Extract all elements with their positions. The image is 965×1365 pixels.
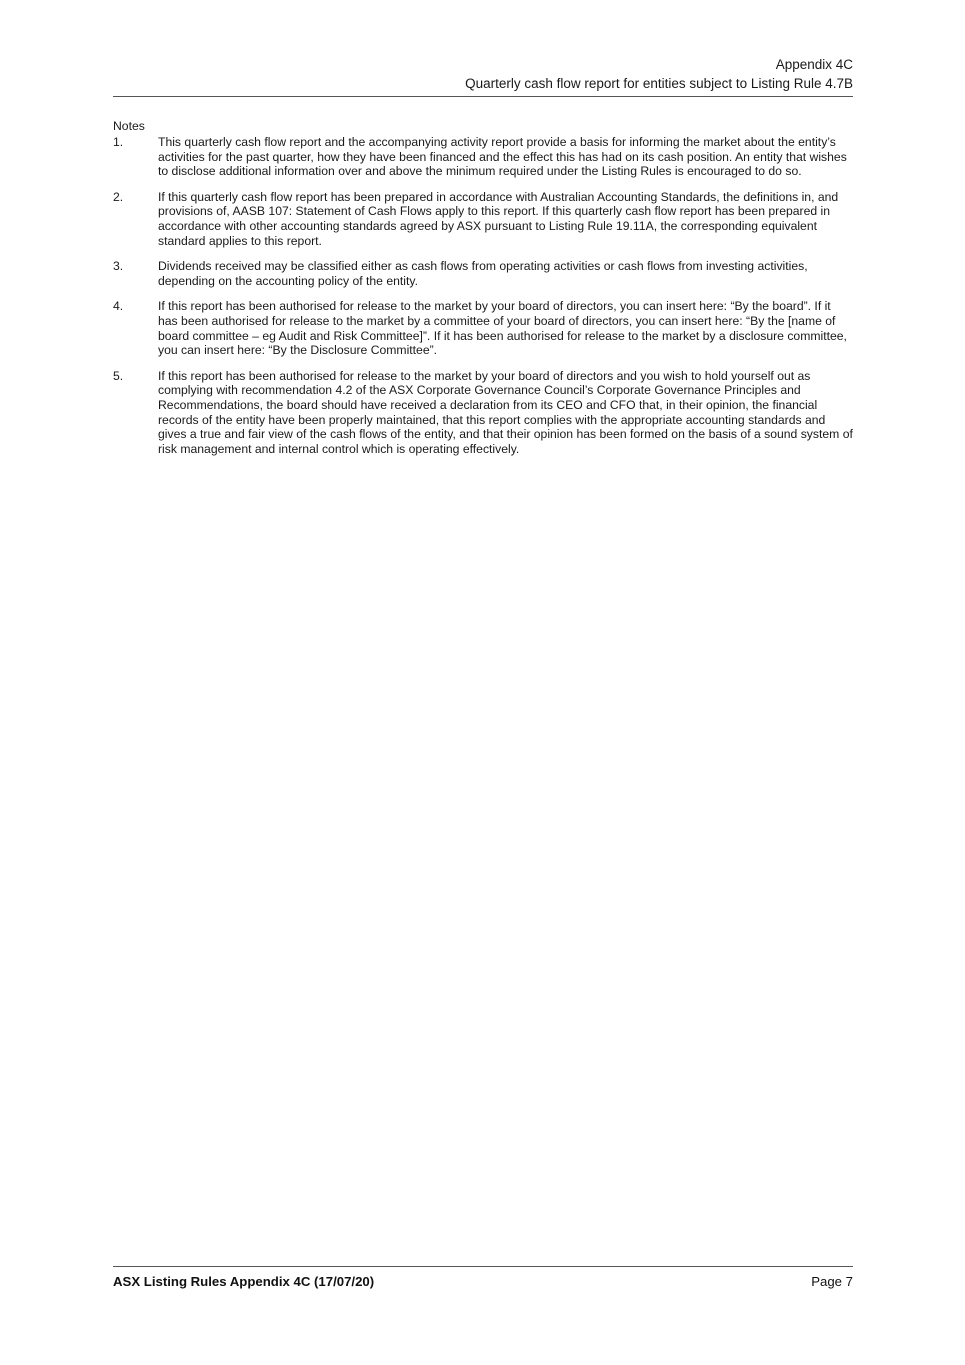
note-number: 1. xyxy=(113,135,124,149)
note-body: If this report has been authorised for release to the market by your board of directors and you wish to hold yourself out as complying with recommendation 4.2 of the ASX Corporate Governance Council’s Corporate Governance Principles and Recommendations, the board should have received a declaration from its CEO and CFO that, in their opinion, the financial records of the entity have been properly maintained, that this report complies with the appropriate accounting standards and gives a true and fair view of the cash flows of the entity, and that their opinion has been formed on the basis of a sound system of risk management and internal control which is operating effectively. xyxy=(158,368,853,456)
note-body: If this quarterly cash flow report has been prepared in accordance with Australian Accounting Standards, the definitions in, and provisions of, AASB 107: Statement of Cash Flows apply to this report. If this quarterly cash flow report has been prepared in accordance with other accounting standards agreed by ASX pursuant to Listing Rule 19.11A, the corresponding equivalent standard applies to this report. xyxy=(158,189,839,248)
header-appendix-title: Appendix 4C xyxy=(775,57,853,72)
note-item xyxy=(113,369,853,457)
note-number: 2. xyxy=(113,189,124,204)
note-item xyxy=(113,135,853,179)
footer-document-reference: ASX Listing Rules Appendix 4C (17/07/20) xyxy=(113,1274,375,1289)
notes-section xyxy=(113,119,853,456)
page-footer xyxy=(113,1273,853,1291)
note-item xyxy=(113,190,853,248)
note-number: 5. xyxy=(113,368,124,383)
header-report-subtitle: Quarterly cash flow report for entities subject to Listing Rule 4.7B xyxy=(465,76,853,91)
note-body: Dividends received may be classified either as cash flows from operating activities or cash flows from investing activities, depending on the accounting policy of the entity. xyxy=(158,259,808,288)
note-body: If this report has been authorised for release to the market by your board of directors, you can insert here: “By the board”. If it has been authorised for release to the market by a committee of your board of directors, you can insert here: “By the [name of board committee – eg Audit and Risk Committee]”. If it has been authorised for release to the market by a disclosure committee, you can insert here: “By the Disclosure Committee”. xyxy=(158,299,847,358)
note-number: 4. xyxy=(113,299,124,314)
notes-heading: Notes xyxy=(113,119,145,133)
note-body: This quarterly cash flow report and the accompanying activity report provide a basis for informing the market about the entity’s activities for the past quarter, how they have been financed and the effect this has had on its cash position. An entity that wishes to disclose additional information over and above the minimum required under the Listing Rules is encouraged to do so. xyxy=(158,135,847,179)
header-divider xyxy=(113,96,853,97)
footer-page-number: Page 7 xyxy=(811,1274,853,1289)
note-item xyxy=(113,259,853,288)
note-item xyxy=(113,299,853,357)
note-number: 3. xyxy=(113,259,124,274)
footer-divider xyxy=(113,1266,853,1267)
page-header xyxy=(113,55,853,93)
